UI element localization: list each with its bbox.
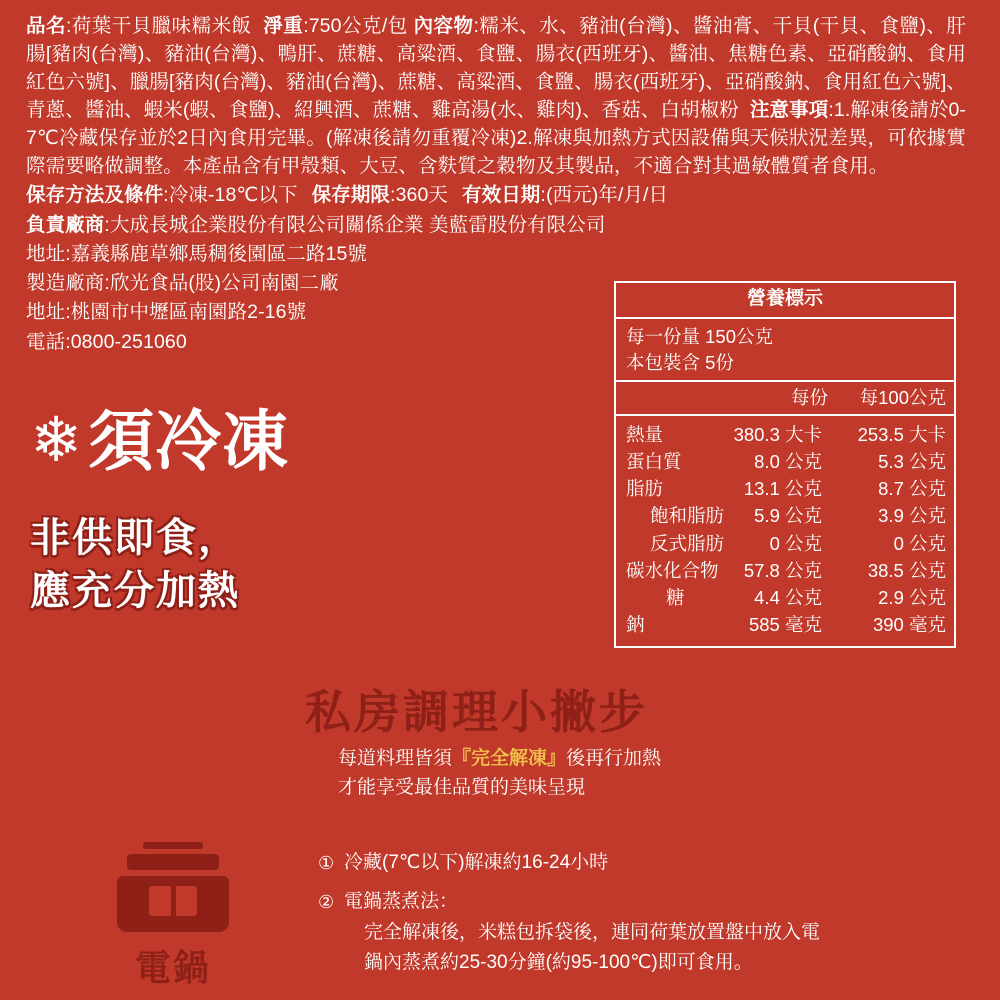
net-weight-label: 淨重 xyxy=(263,15,304,37)
factory-row: 製造廠商:欣光食品(股)公司南園二廠 xyxy=(26,272,339,295)
company-label: 負責廠商 xyxy=(26,213,105,236)
company-value: 大成長城企業股份有限公司關係企業 美藍雷股份有限公司 xyxy=(109,213,606,236)
nutrition-row xyxy=(616,503,954,530)
nutrient-value-per-serving: 8.0 公克 xyxy=(754,451,822,473)
step-sub-text-1: 完全解凍後，米糕包拆袋後，連同荷葉放置盤中放入電 xyxy=(364,921,821,943)
company-row: 負責廠商:大成長城企業股份有限公司關係企業 美藍雷股份有限公司 xyxy=(26,213,606,236)
phone-value: 0800-251060 xyxy=(70,330,187,353)
step-body xyxy=(344,848,820,879)
nutrient-value-per-100g: 253.5 大卡 xyxy=(857,424,946,446)
tips-subtitle-line2: 才能享受最佳品質的美味呈現 xyxy=(338,777,586,799)
rice-cooker-label: 電鍋 xyxy=(134,947,211,988)
nutrition-title: 營養標示 xyxy=(616,283,954,319)
snowflake-icon: ❄ xyxy=(30,406,82,475)
nutrient-value-per-serving: 0 公克 xyxy=(769,532,822,554)
factory-address-value: 桃園市中壢區南園路2-16號 xyxy=(70,301,307,324)
shelflife-label: 保存期限 xyxy=(311,184,391,207)
nutrition-row xyxy=(616,422,954,449)
nutrient-name: 碳水化合物 xyxy=(626,559,719,581)
factory-address-row: 地址:桃園市中壢區南園路2-16號 xyxy=(26,301,307,324)
step-number: ② xyxy=(318,891,335,912)
frozen-notice-text: 須冷凍 xyxy=(87,404,289,478)
tips-sub-post: 後再行加熱 xyxy=(566,748,662,769)
factory-value: 欣光食品(股)公司南園二廠 xyxy=(109,272,339,295)
nutrition-col2-header: 每100公克 xyxy=(859,386,946,408)
company-address-label: 地址 xyxy=(26,242,66,265)
ingredients-label: 內容物 xyxy=(413,15,474,37)
step-main-text: 電鍋蒸煮法： xyxy=(344,890,459,912)
nutrition-col1-header: 每份 xyxy=(790,386,828,408)
storage-row: 保存方法及條件:冷凍-18℃以下 保存期限:360天 有效日期:(西元)年/月/日 xyxy=(26,184,669,207)
storage-label: 保存方法及條件 xyxy=(26,184,164,207)
step-sub-text-2: 鍋內蒸煮約25-30分鐘(約95-100℃)即可食用。 xyxy=(364,952,753,974)
step-body xyxy=(344,887,820,979)
servings-per-pack: 本包裝含 5份 xyxy=(626,351,734,373)
company-address-row: 地址:嘉義縣鹿草鄉馬稠後園區二路15號 xyxy=(26,242,368,265)
ingredients-paragraph: 品名:荷葉干貝臘味糯米飯 淨重:750公克/包 內容物:糯米、水、豬油(台灣)、醬油膏、干貝(干貝、食鹽)、肝腸[豬肉(台灣)、豬油(台灣)、鴨肝、蔗糖、高粱酒、食鹽、腸衣(西班牙)、醬油、焦糖色素、亞硝酸鈉、食用紅色六號]、臘腸[豬肉(台灣)、豬油(台灣)、蔗糖、高粱酒、食鹽、腸衣(西班牙)、亞硝酸鈉、食用紅色六號]、青蔥、醬油、蝦米(蝦、食鹽)、紹興酒、蔗糖、雞高湯(水、雞肉)、香菇、白胡椒粉 注意事項:1.解凍後請於0-7℃冷藏保存並於2日內食用完畢。(解凍後請勿重覆冷凍)2.解凍與加熱方式因設備與天候狀況差異，可依據實際需要略做調整。本產品含有甲殼類、大豆、含麩質之穀物及其製品，不適合對其過敏體質者食用。 xyxy=(26,15,966,178)
nutrient-name: 糖 xyxy=(666,586,685,608)
nutrient-value-per-100g: 8.7 公克 xyxy=(878,478,946,500)
rice-cooker-block xyxy=(108,840,238,991)
heating-warning-line2: 應充分加熱 xyxy=(30,568,240,613)
rice-cooker-icon xyxy=(113,840,233,938)
nutrition-row xyxy=(616,449,954,476)
nutrient-value-per-serving: 380.3 大卡 xyxy=(733,424,822,446)
company-address-value: 嘉義縣鹿草鄉馬稠後園區二路15號 xyxy=(70,242,368,265)
ingredients-value: 糯米、水、豬油(台灣)、醬油膏、干貝(干貝、食鹽)、肝腸[豬肉(台灣)、豬油(台灣)、鴨肝、蔗糖、高粱酒、食鹽、腸衣(西班牙)、醬油、焦糖色素、亞硝酸鈉、食用紅色六號]、臘腸[豬肉(台灣)、豬油(台灣)、蔗糖、高粱酒、食鹽、腸衣(西班牙)、亞硝酸鈉、食用紅色六號]、青蔥、醬油、蝦米(蝦、食鹽)、紹興酒、蔗糖、雞高湯(水、雞肉)、香菇、白胡椒粉 xyxy=(26,15,966,122)
net-weight-value: 750公克/包 xyxy=(308,15,408,37)
nutrient-value-per-serving: 57.8 公克 xyxy=(743,559,822,581)
notice-label: 注意事項 xyxy=(749,99,829,122)
nutrition-serving-block xyxy=(616,319,954,382)
nutrition-row xyxy=(616,530,954,557)
product-name-label: 品名 xyxy=(26,15,66,37)
nutrition-facts-table xyxy=(614,281,956,648)
notice-value: 1.解凍後請於0-7℃冷藏保存並於2日內食用完畢。(解凍後請勿重覆冷凍)2.解凍與加熱方式因設備與天候狀況差異，可依據實際需要略做調整。本產品含有甲殼類、大豆、含麩質之穀物及其製品，不適合對其過敏體質者食用。 xyxy=(26,99,966,178)
nutrient-value-per-serving: 585 毫克 xyxy=(748,613,822,635)
nutrient-value-per-serving: 5.9 公克 xyxy=(754,505,822,527)
nutrient-value-per-100g: 38.5 公克 xyxy=(867,559,946,581)
storage-value: 冷凍-18℃以下 xyxy=(168,184,298,207)
nutrient-value-per-100g: 3.9 公克 xyxy=(878,505,946,527)
phone-row: 電話:0800-251060 xyxy=(26,330,187,353)
factory-address-label: 地址 xyxy=(26,301,66,324)
cooking-steps xyxy=(318,848,820,987)
heating-warning xyxy=(30,512,240,618)
nutrition-rows-table xyxy=(616,422,954,638)
nutrient-name: 鈉 xyxy=(626,613,645,635)
frozen-notice xyxy=(30,404,289,478)
nutrient-name: 熱量 xyxy=(626,424,664,446)
nutrient-name: 脂肪 xyxy=(626,478,664,500)
nutrition-row xyxy=(616,584,954,611)
nutrient-name: 飽和脂肪 xyxy=(650,505,725,527)
nutrition-row xyxy=(616,611,954,638)
expiry-label: 有效日期 xyxy=(462,184,541,207)
nutrient-value-per-serving: 13.1 公克 xyxy=(743,478,822,500)
nutrient-name: 蛋白質 xyxy=(626,451,682,473)
heating-warning-line1: 非供即食， xyxy=(30,516,240,560)
nutrition-row xyxy=(616,476,954,503)
phone-label: 電話 xyxy=(26,330,66,353)
tips-sub-pre: 每道料理皆須 xyxy=(338,748,453,769)
product-name-value: 荷葉干貝臘味糯米飯 xyxy=(71,15,252,37)
cooking-step xyxy=(318,887,820,979)
nutrient-value-per-serving: 4.4 公克 xyxy=(754,586,822,608)
step-main-text: 冷藏(7℃以下)解凍約16-24小時 xyxy=(344,852,609,873)
step-number: ① xyxy=(318,853,335,873)
nutrition-row xyxy=(616,557,954,584)
expiry-value: (西元)年/月/日 xyxy=(545,184,669,207)
nutrient-value-per-100g: 2.9 公克 xyxy=(878,586,946,608)
nutrient-value-per-100g: 390 毫克 xyxy=(872,613,946,635)
tips-subtitle xyxy=(338,744,661,803)
tips-sub-highlight: 『完全解凍』 xyxy=(452,748,567,769)
tips-subtitle-line1 xyxy=(338,744,661,773)
nutrient-value-per-100g: 5.3 公克 xyxy=(878,451,946,473)
tips-title: 私房調理小撇步 xyxy=(305,686,648,738)
cooking-step xyxy=(318,848,820,879)
nutrient-value-per-100g: 0 公克 xyxy=(893,532,946,554)
nutrition-column-headers xyxy=(616,382,954,416)
nutrient-name: 反式脂肪 xyxy=(650,532,725,554)
serving-size: 每一份量 150公克 xyxy=(626,325,774,347)
shelflife-value: 360天 xyxy=(395,184,448,207)
factory-label: 製造廠商 xyxy=(26,272,105,295)
